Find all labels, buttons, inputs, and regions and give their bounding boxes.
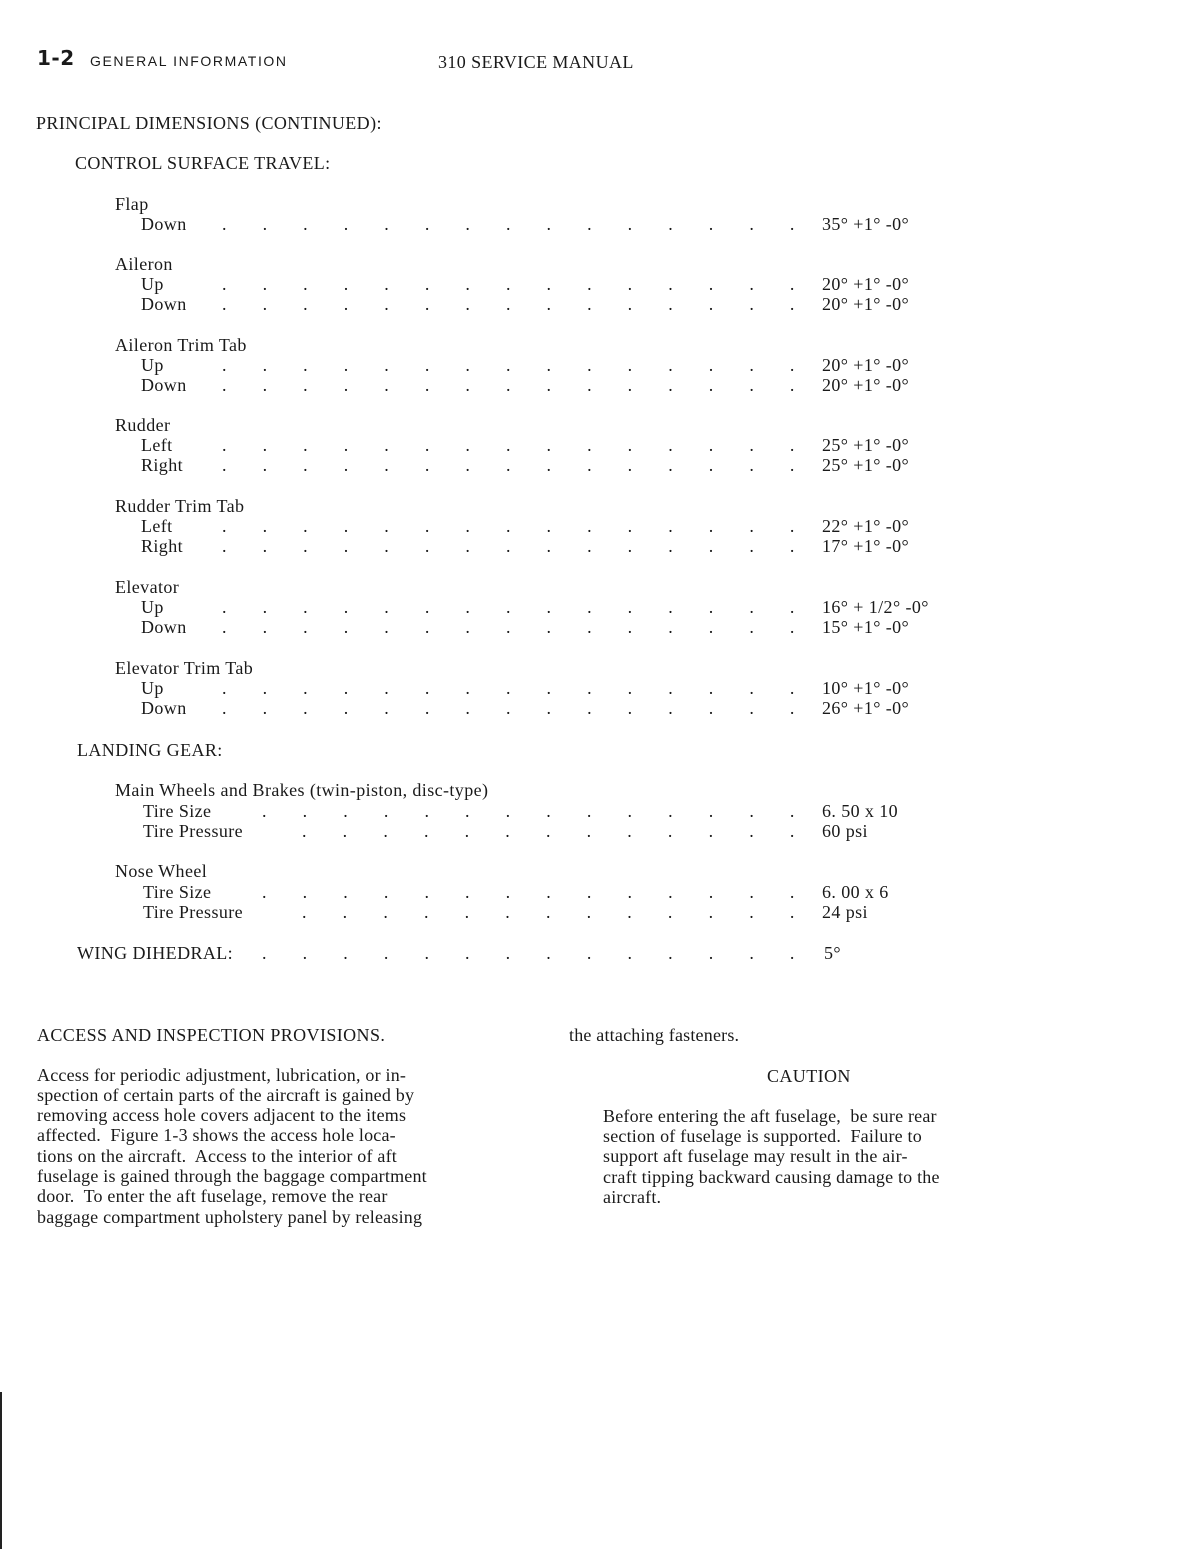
row-value: 6. 00 x 6: [822, 882, 889, 902]
row-label: Down: [141, 617, 187, 637]
row-value: 25° +1° -0°: [822, 455, 910, 475]
row-label: Up: [141, 274, 164, 294]
row-value: 22° +1° -0°: [822, 516, 910, 536]
paragraph-continuation: the attaching fasteners.: [569, 1025, 740, 1045]
paragraph-line: spection of certain parts of the aircraft is gained by: [37, 1085, 415, 1105]
dot-leader: . . . . . . . . . . . . . . .: [222, 597, 795, 617]
paragraph-line: door. To enter the aft fuselage, remove the rear: [37, 1186, 388, 1206]
group-heading-elevator-trim-tab: Elevator Trim Tab: [115, 658, 254, 678]
row-value: 35° +1° -0°: [822, 214, 910, 234]
dot-leader: . . . . . . . . . . . . . .: [262, 943, 795, 963]
row-value: 26° +1° -0°: [822, 698, 910, 718]
row-value: 60 psi: [822, 821, 868, 841]
paragraph-line: Access for periodic adjustment, lubrication, or in-: [37, 1065, 407, 1085]
row-value: 24 psi: [822, 902, 868, 922]
row-value: 20° +1° -0°: [822, 355, 910, 375]
group-heading-aileron-trim-tab: Aileron Trim Tab: [115, 335, 247, 355]
access-heading: ACCESS AND INSPECTION PROVISIONS.: [37, 1025, 386, 1045]
dot-leader: . . . . . . . . . . . . . . .: [222, 455, 795, 475]
caution-line: Before entering the aft fuselage, be sure rear: [603, 1106, 937, 1126]
manual-title: 310 SERVICE MANUAL: [438, 52, 634, 72]
dot-leader: . . . . . . . . . . . . . .: [262, 801, 795, 821]
control-surface-travel-heading: CONTROL SURFACE TRAVEL:: [75, 153, 331, 173]
row-value: 25° +1° -0°: [822, 435, 910, 455]
row-label: Tire Pressure: [143, 902, 244, 922]
group-heading-main-wheels: Main Wheels and Brakes (twin-piston, disc-type): [115, 780, 489, 800]
wing-dihedral-value: 5°: [824, 943, 841, 963]
dot-leader: . . . . . . . . . . . . .: [302, 902, 795, 922]
caution-line: support aft fuselage may result in the air-: [603, 1146, 908, 1166]
group-heading-nose-wheel: Nose Wheel: [115, 861, 208, 881]
row-value: 10° +1° -0°: [822, 678, 910, 698]
dot-leader: . . . . . . . . . . . . . .: [262, 882, 795, 902]
caution-line: aircraft.: [603, 1187, 662, 1207]
row-label: Down: [141, 375, 187, 395]
dot-leader: . . . . . . . . . . . . . . .: [222, 617, 795, 637]
row-label: Up: [141, 597, 164, 617]
dot-leader: . . . . . . . . . . . . . . .: [222, 698, 795, 718]
dot-leader: . . . . . . . . . . . . . . .: [222, 214, 795, 234]
section-title: GENERAL INFORMATION: [90, 53, 288, 69]
paragraph-line: baggage compartment upholstery panel by releasing: [37, 1207, 423, 1227]
row-label: Left: [141, 435, 173, 455]
wing-dihedral-label: WING DIHEDRAL:: [77, 943, 234, 963]
caution-line: section of fuselage is supported. Failure to: [603, 1126, 922, 1146]
caution-title: CAUTION: [767, 1066, 851, 1086]
row-label: Right: [141, 455, 184, 475]
group-heading-aileron: Aileron: [115, 254, 173, 274]
row-value: 20° +1° -0°: [822, 294, 910, 314]
row-value: 16° + 1/2° -0°: [822, 597, 929, 617]
dot-leader: . . . . . . . . . . . . . . .: [222, 536, 795, 556]
group-heading-elevator: Elevator: [115, 577, 180, 597]
paragraph-line: tions on the aircraft. Access to the interior of aft: [37, 1146, 397, 1166]
row-label: Down: [141, 294, 187, 314]
row-label: Up: [141, 355, 164, 375]
row-label: Up: [141, 678, 164, 698]
page-number: 1-2: [37, 46, 75, 70]
dot-leader: . . . . . . . . . . . . .: [302, 821, 795, 841]
dot-leader: . . . . . . . . . . . . . . .: [222, 678, 795, 698]
row-label: Tire Pressure: [143, 821, 244, 841]
dot-leader: . . . . . . . . . . . . . . .: [222, 294, 795, 314]
row-value: 20° +1° -0°: [822, 375, 910, 395]
row-label: Tire Size: [143, 801, 212, 821]
dot-leader: . . . . . . . . . . . . . . .: [222, 516, 795, 536]
paragraph-line: removing access hole covers adjacent to the items: [37, 1105, 407, 1125]
row-label: Down: [141, 214, 187, 234]
principal-dimensions-heading: PRINCIPAL DIMENSIONS (CONTINUED):: [36, 113, 382, 133]
row-label: Left: [141, 516, 173, 536]
caution-line: craft tipping backward causing damage to the: [603, 1167, 940, 1187]
row-value: 20° +1° -0°: [822, 274, 910, 294]
dot-leader: . . . . . . . . . . . . . . .: [222, 435, 795, 455]
paragraph-line: affected. Figure 1-3 shows the access hole loca-: [37, 1125, 396, 1145]
dot-leader: . . . . . . . . . . . . . . .: [222, 375, 795, 395]
row-value: 17° +1° -0°: [822, 536, 910, 556]
dot-leader: . . . . . . . . . . . . . . .: [222, 274, 795, 294]
landing-gear-heading: LANDING GEAR:: [77, 740, 223, 760]
row-label: Right: [141, 536, 184, 556]
group-heading-rudder-trim-tab: Rudder Trim Tab: [115, 496, 245, 516]
paragraph-line: fuselage is gained through the baggage compartment: [37, 1166, 427, 1186]
dot-leader: . . . . . . . . . . . . . . .: [222, 355, 795, 375]
group-heading-flap: Flap: [115, 194, 149, 214]
row-label: Tire Size: [143, 882, 212, 902]
row-value: 6. 50 x 10: [822, 801, 898, 821]
binding-margin-rule: [0, 1392, 2, 1549]
row-label: Down: [141, 698, 187, 718]
group-heading-rudder: Rudder: [115, 415, 171, 435]
row-value: 15° +1° -0°: [822, 617, 910, 637]
